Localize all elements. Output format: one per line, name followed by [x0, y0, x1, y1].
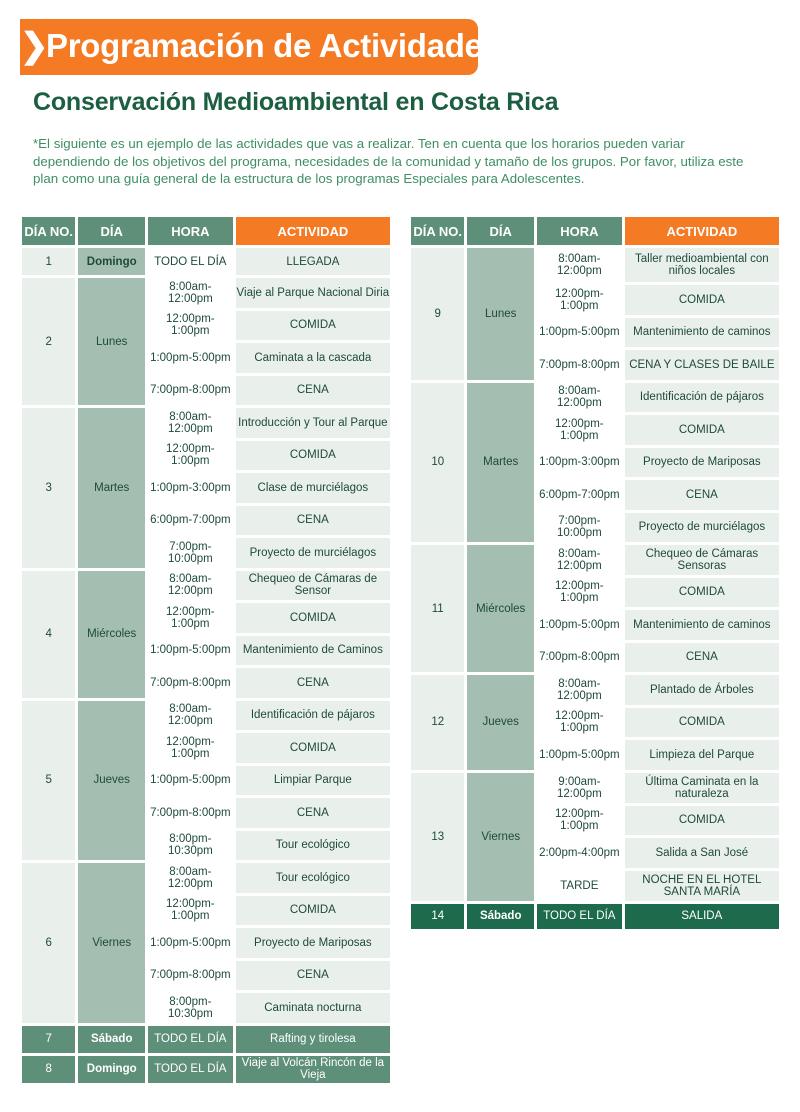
time-cell: 12:00pm-1:00pm [537, 708, 622, 738]
table-row [411, 578, 779, 608]
table-row [22, 343, 390, 373]
day-name: Martes [78, 408, 145, 568]
time-cell: 8:00am-12:00pm [537, 545, 622, 575]
time-cell: 8:00am-12:00pm [148, 408, 233, 438]
activity-cell: Identificación de pájaros [625, 383, 779, 413]
table-row [411, 871, 779, 901]
time-cell: 7:00pm-8:00pm [537, 643, 622, 673]
activity-cell: COMIDA [236, 733, 390, 763]
time-cell: 12:00pm-1:00pm [148, 311, 233, 341]
chevron-right-icon: ❯ [20, 27, 49, 65]
activity-cell: Proyecto de Mariposas [625, 448, 779, 478]
activity-cell: CENA [236, 961, 390, 991]
time-cell: 9:00am-12:00pm [537, 773, 622, 803]
activity-cell: Proyecto de murciélagos [236, 538, 390, 568]
activity-cell: SALIDA [625, 904, 779, 929]
activity-cell: NOCHE EN EL HOTEL SANTA MARÍA [625, 871, 779, 901]
activity-cell: COMIDA [625, 415, 779, 445]
page-subtitle: Conservación Medioambiental en Costa Rica [33, 88, 559, 116]
table-row [22, 831, 390, 861]
header-dia: DÍA [467, 217, 534, 245]
time-cell: TODO EL DÍA [148, 1056, 233, 1083]
activity-cell: Caminata a la cascada [236, 343, 390, 373]
table-row [411, 610, 779, 640]
time-cell: 6:00pm-7:00pm [537, 480, 622, 510]
time-cell: 7:00pm-8:00pm [148, 376, 233, 406]
time-cell: 7:00pm-8:00pm [148, 668, 233, 698]
table-row [22, 278, 390, 308]
day-name: Miércoles [78, 571, 145, 698]
day-name: Sábado [78, 1026, 145, 1053]
activity-cell: COMIDA [236, 311, 390, 341]
table-row [22, 603, 390, 633]
table-row [411, 643, 779, 673]
activity-cell: Viaje al Volcán Rincón de la Vieja [236, 1056, 390, 1083]
table-row [22, 571, 390, 601]
activity-cell: CENA Y CLASES DE BAILE [625, 350, 779, 380]
time-cell: 7:00pm-10:00pm [537, 513, 622, 543]
day-number: 14 [411, 904, 464, 929]
time-cell: 1:00pm-3:00pm [537, 448, 622, 478]
time-cell: 6:00pm-7:00pm [148, 506, 233, 536]
header-actividad: ACTIVIDAD [625, 217, 779, 245]
table-row [411, 773, 779, 803]
time-cell: 8:00pm-10:30pm [148, 993, 233, 1023]
activity-cell: Proyecto de murciélagos [625, 513, 779, 543]
table-row [22, 376, 390, 406]
time-cell: 1:00pm-3:00pm [148, 473, 233, 503]
table-row [22, 668, 390, 698]
table-row [22, 473, 390, 503]
day-name: Viernes [467, 773, 534, 901]
header-dia: DÍA [78, 217, 145, 245]
table-row [411, 318, 779, 348]
day-name: Lunes [78, 278, 145, 405]
schedule-table-right [408, 214, 782, 932]
header-hora: HORA [148, 217, 233, 245]
activity-cell: Mantenimiento de caminos [625, 610, 779, 640]
time-cell: 12:00pm-1:00pm [537, 285, 622, 315]
time-cell: 12:00pm-1:00pm [148, 603, 233, 633]
day-number: 1 [22, 248, 75, 275]
activity-cell: COMIDA [625, 578, 779, 608]
time-cell: 8:00am-12:00pm [537, 383, 622, 413]
table-row [411, 708, 779, 738]
time-cell: 12:00pm-1:00pm [537, 578, 622, 608]
time-cell: 7:00pm-8:00pm [537, 350, 622, 380]
time-cell: 12:00pm-1:00pm [537, 415, 622, 445]
activity-cell: Proyecto de Mariposas [236, 928, 390, 958]
activity-cell: Caminata nocturna [236, 993, 390, 1023]
day-name: Jueves [78, 701, 145, 861]
table-row [22, 506, 390, 536]
table-row [411, 383, 779, 413]
time-cell: 12:00pm-1:00pm [537, 806, 622, 836]
activity-cell: CENA [236, 668, 390, 698]
time-cell: 7:00pm-8:00pm [148, 961, 233, 991]
day-number: 2 [22, 278, 75, 405]
time-cell: 8:00am-12:00pm [148, 278, 233, 308]
day-name: Domingo [78, 248, 145, 275]
activity-cell: COMIDA [236, 896, 390, 926]
day-number: 3 [22, 408, 75, 568]
time-cell: 1:00pm-5:00pm [537, 318, 622, 348]
table-row [411, 740, 779, 770]
day-number: 6 [22, 863, 75, 1023]
activity-cell: CENA [236, 376, 390, 406]
time-cell: 8:00am-12:00pm [148, 863, 233, 893]
day-name: Viernes [78, 863, 145, 1023]
activity-cell: Introducción y Tour al Parque [236, 408, 390, 438]
table-row [411, 806, 779, 836]
table-row [411, 448, 779, 478]
table-row [22, 701, 390, 731]
day-number: 12 [411, 675, 464, 770]
day-name: Miércoles [467, 545, 534, 672]
day-number: 8 [22, 1056, 75, 1083]
day-number: 11 [411, 545, 464, 672]
day-name: Lunes [467, 248, 534, 380]
table-row [22, 408, 390, 438]
day-name: Domingo [78, 1056, 145, 1083]
table-row [411, 545, 779, 575]
table-row [411, 248, 779, 282]
table-row [411, 480, 779, 510]
intro-text: *El siguiente es un ejemplo de las actividades que vas a realizar. Ten en cuenta que los horarios pueden variar dependiendo de los objetivos del programa, necesidades de la comunidad y tamaño de los grupos. Por favor, utiliza este plan como una guía general de la estructura de los programas Especiales para Adolescentes. [33, 136, 744, 186]
time-cell: 12:00pm-1:00pm [148, 441, 233, 471]
time-cell: 8:00am-12:00pm [148, 701, 233, 731]
table-row [22, 928, 390, 958]
activity-cell: CENA [236, 506, 390, 536]
activity-cell: Mantenimiento de Caminos [236, 636, 390, 666]
time-cell: 8:00am-12:00pm [537, 675, 622, 705]
time-cell: 1:00pm-5:00pm [148, 928, 233, 958]
activity-cell: Mantenimiento de caminos [625, 318, 779, 348]
time-cell: TODO EL DÍA [148, 248, 233, 275]
activity-cell: Chequeo de Cámaras Sensoras [625, 545, 779, 575]
activity-cell: COMIDA [625, 708, 779, 738]
day-name: Jueves [467, 675, 534, 770]
day-number: 9 [411, 248, 464, 380]
activity-cell: Viaje al Parque Nacional Diria [236, 278, 390, 308]
table-row [411, 285, 779, 315]
time-cell: 12:00pm-1:00pm [148, 733, 233, 763]
table-row [22, 636, 390, 666]
activity-cell: COMIDA [236, 441, 390, 471]
table-row [22, 798, 390, 828]
activity-cell: Identificación de pájaros [236, 701, 390, 731]
table-row [22, 248, 390, 275]
activity-cell: Clase de murciélagos [236, 473, 390, 503]
time-cell: 7:00pm-10:00pm [148, 538, 233, 568]
activity-cell: Chequeo de Cámaras de Sensor [236, 571, 390, 601]
day-number: 13 [411, 773, 464, 901]
table-row [22, 766, 390, 796]
header-actividad: ACTIVIDAD [236, 217, 390, 245]
activity-cell: Tour ecológico [236, 863, 390, 893]
activity-cell: CENA [625, 643, 779, 673]
table-row [22, 896, 390, 926]
table-row [22, 311, 390, 341]
time-cell: TARDE [537, 871, 622, 901]
activity-cell: Salida a San José [625, 838, 779, 868]
time-cell: 1:00pm-5:00pm [148, 766, 233, 796]
table-row [411, 675, 779, 705]
header-dia-no: DÍA NO. [22, 217, 75, 245]
page-title: Programación de Actividades [46, 27, 501, 64]
activity-cell: COMIDA [625, 806, 779, 836]
activity-cell: Rafting y tirolesa [236, 1026, 390, 1053]
header-dia-no: DÍA NO. [411, 217, 464, 245]
header-hora: HORA [537, 217, 622, 245]
activity-cell: Última Caminata en la naturaleza [625, 773, 779, 803]
activity-cell: Plantado de Árboles [625, 675, 779, 705]
day-number: 10 [411, 383, 464, 543]
activity-cell: LLEGADA [236, 248, 390, 275]
day-name: Sábado [467, 904, 534, 929]
table-row [22, 863, 390, 893]
table-row [22, 733, 390, 763]
table-row [22, 961, 390, 991]
table-row [411, 350, 779, 380]
time-cell: 8:00am-12:00pm [537, 248, 622, 282]
time-cell: 8:00pm-10:30pm [148, 831, 233, 861]
time-cell: 12:00pm-1:00pm [148, 896, 233, 926]
activity-cell: CENA [236, 798, 390, 828]
day-number: 4 [22, 571, 75, 698]
table-row [22, 993, 390, 1023]
activity-cell: COMIDA [236, 603, 390, 633]
day-number: 7 [22, 1026, 75, 1053]
time-cell: 2:00pm-4:00pm [537, 838, 622, 868]
time-cell: 1:00pm-5:00pm [148, 636, 233, 666]
time-cell: 1:00pm-5:00pm [148, 343, 233, 373]
day-number: 5 [22, 701, 75, 861]
activity-cell: CENA [625, 480, 779, 510]
activity-cell: Limpiar Parque [236, 766, 390, 796]
activity-cell: Tour ecológico [236, 831, 390, 861]
activity-cell: Limpieza del Parque [625, 740, 779, 770]
table-row [411, 838, 779, 868]
time-cell: 1:00pm-5:00pm [537, 740, 622, 770]
time-cell: 1:00pm-5:00pm [537, 610, 622, 640]
time-cell: 8:00am-12:00pm [148, 571, 233, 601]
table-row [22, 1026, 390, 1053]
activity-cell: COMIDA [625, 285, 779, 315]
time-cell: TODO EL DÍA [148, 1026, 233, 1053]
schedule-table-left [19, 214, 393, 1086]
day-name: Martes [467, 383, 534, 543]
table-row [411, 904, 779, 929]
time-cell: 7:00pm-8:00pm [148, 798, 233, 828]
table-row [22, 1056, 390, 1083]
activity-cell: Taller medioambiental con niños locales [625, 248, 779, 282]
table-row [411, 415, 779, 445]
table-row [22, 441, 390, 471]
table-row [22, 538, 390, 568]
table-row [411, 513, 779, 543]
time-cell: TODO EL DÍA [537, 904, 622, 929]
